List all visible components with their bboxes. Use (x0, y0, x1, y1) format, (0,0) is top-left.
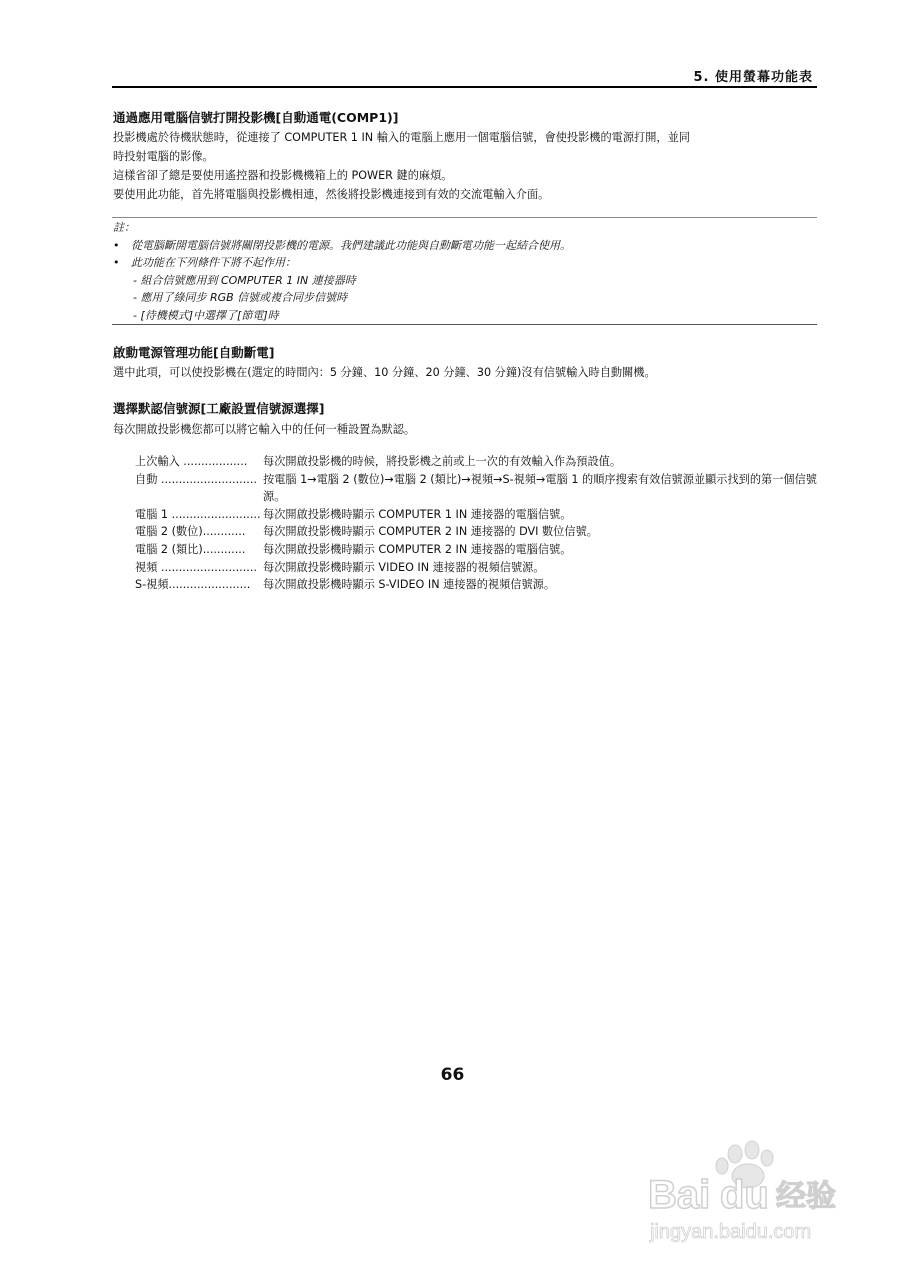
section-title-auto-power-off: 啟動電源管理功能[自動斷電] (113, 345, 275, 360)
list-item (135, 523, 820, 541)
definition-desc: 每次開啟投影機的時候，將投影機之前或上一次的有效輸入作為預設值。 (263, 455, 622, 468)
watermark-brand-jingyan: 经验 (776, 1179, 836, 1214)
note-sub-item: - [待機模式]中選擇了[節電]時 (133, 308, 279, 322)
body-line: 時投射電腦的影像。 (113, 150, 214, 163)
definition-term: 電腦 1 ......................... (135, 507, 261, 521)
definition-desc: 每次開啟投影機時顯示 VIDEO IN 連接器的視頻信號源。 (263, 560, 545, 574)
baidu-watermark-logo (640, 1140, 860, 1250)
source-definition-list (135, 453, 820, 594)
note-sub-item: - 應用了綠同步 RGB 信號或複合同步信號時 (133, 291, 348, 304)
body-line: 要使用此功能，首先將電腦與投影機相連，然後將投影機連接到有效的交流電輸入介面。 (113, 188, 550, 201)
note-box (113, 219, 815, 324)
definition-desc: 每次開啟投影機時顯示 COMPUTER 1 IN 連接器的電腦信號。 (263, 507, 572, 521)
section-body-auto-power-on (113, 128, 815, 204)
watermark-brand-du: du (720, 1173, 769, 1217)
header-divider (112, 86, 817, 88)
list-item (135, 506, 820, 524)
bullet-icon: • (113, 238, 120, 252)
list-item (135, 576, 820, 594)
list-item (135, 453, 820, 471)
definition-desc: 按電腦 1→電腦 2 (數位)→電腦 2 (類比)→視頻→S-視頻→電腦 1 的順序搜索有效信號源並顯示找到的第一個信號源。 (263, 472, 817, 504)
note-bullet-item (113, 254, 815, 272)
list-item (135, 471, 820, 506)
list-item (135, 559, 820, 577)
definition-term: 電腦 2 (類比)............ (135, 542, 246, 556)
note-bullet-text: 從電腦斷開電腦信號將關閉投影機的電源。我們建議此功能與自動斷電功能一起結合使用。 (131, 238, 571, 252)
section-body-default-source: 每次開啟投影機您都可以將它輸入中的任何一種設置為默認。 (113, 423, 416, 436)
note-label: 註： (113, 221, 135, 234)
watermark-url: jingyan.baidu.com (650, 1221, 812, 1243)
note-divider-bottom (112, 324, 817, 325)
definition-desc: 每次開啟投影機時顯示 COMPUTER 2 IN 連接器的 DVI 數位信號。 (263, 525, 598, 539)
definition-term: 電腦 2 (數位)............ (135, 525, 246, 539)
definition-term: 視頻 ........................... (135, 560, 257, 574)
bullet-icon: • (113, 256, 120, 269)
definition-term: 自動 ........................... (135, 472, 257, 486)
definition-term: 上次輸入 .................. (135, 455, 248, 468)
body-line: 這樣省卻了總是要使用遙控器和投影機機箱上的 POWER 鍵的麻煩。 (113, 169, 453, 182)
page-number: 66 (440, 1065, 465, 1085)
watermark-brand: Bai (648, 1173, 711, 1217)
note-bullet-text: 此功能在下列條件下將不起作用： (131, 256, 296, 269)
section-title-auto-power-on: 通過應用電腦信號打開投影機[自動通電(COMP1)] (113, 110, 399, 125)
chapter-title: 5. 使用螢幕功能表 (693, 70, 813, 85)
section-body-auto-power-off: 選中此項，可以使投影機在(選定的時間內：5 分鐘、10 分鐘、20 分鐘、30 分鐘)沒有信號輸入時自動關機。 (113, 366, 656, 379)
body-line: 投影機處於待機狀態時，從連接了 COMPUTER 1 IN 輸入的電腦上應用一個電腦信號，會使投影機的電源打開，並同 (113, 131, 690, 144)
note-divider-top (112, 217, 817, 218)
definition-desc: 每次開啟投影機時顯示 S-VIDEO IN 連接器的視頻信號源。 (263, 578, 556, 592)
note-sub-item: - 組合信號應用到 COMPUTER 1 IN 連接器時 (133, 273, 356, 287)
note-bullet-item (113, 237, 815, 255)
list-item (135, 541, 820, 559)
definition-desc: 每次開啟投影機時顯示 COMPUTER 2 IN 連接器的電腦信號。 (263, 542, 572, 556)
section-title-default-source: 選擇默認信號源[工廠設置信號源選擇] (113, 401, 325, 416)
definition-term: S-視頻....................... (135, 578, 251, 592)
